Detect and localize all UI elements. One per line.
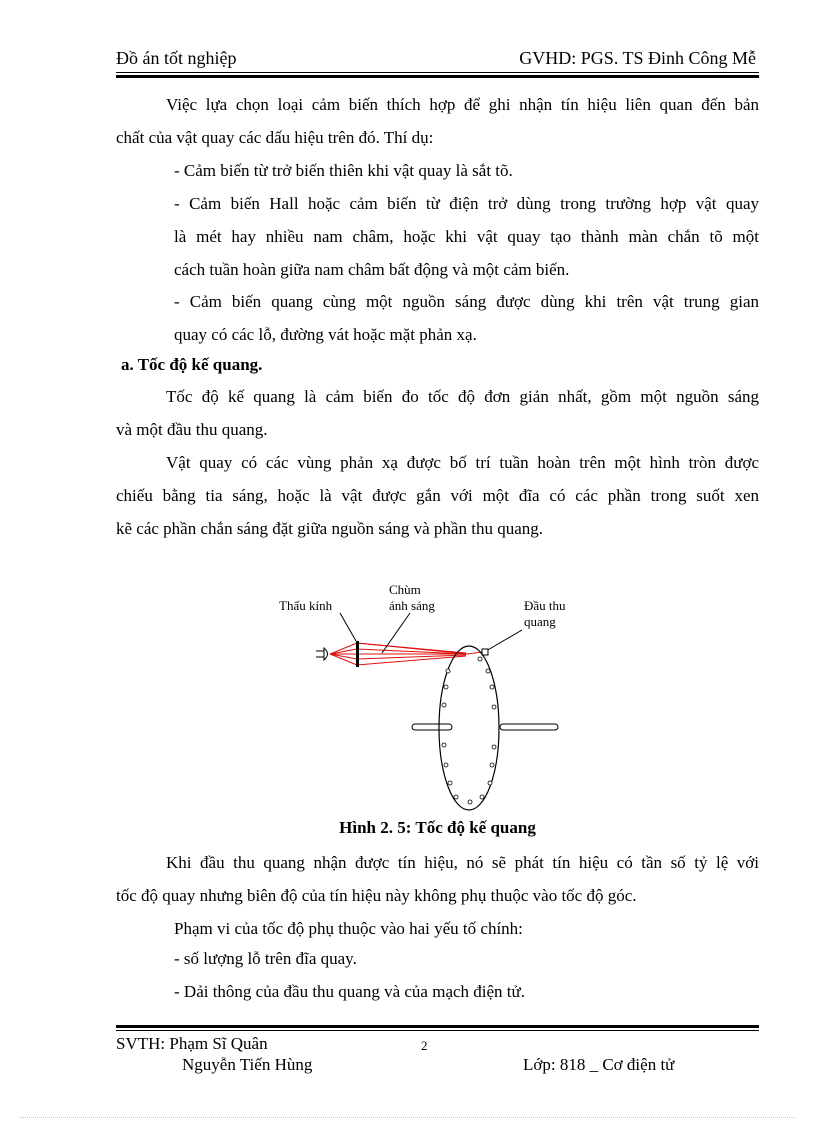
text-line: chất của vật quay các dấu hiệu trên đó. Thí dụ: — [116, 128, 434, 147]
text-line: Việc lựa chọn loại cảm biến thích hợp để ghi nhận tín hiệu liên quan đến bản — [166, 95, 759, 114]
figure-caption: Hình 2. 5: Tốc độ kế quang — [339, 818, 536, 837]
bullet-ferromagnetic — [174, 154, 759, 187]
text-line: Vật quay có các vùng phản xạ được bố trí tuần hoàn trên một hình tròn được — [166, 453, 759, 472]
item-bandwidth — [174, 975, 759, 1008]
lens-icon — [356, 641, 359, 667]
paragraph-after-2 — [174, 912, 759, 945]
paragraph-after-1 — [116, 846, 759, 912]
text-line: cách tuần hoàn giữa nam châm bất động và một cảm biến. — [174, 260, 570, 279]
disc-holes — [442, 657, 496, 804]
intro-paragraph — [116, 88, 759, 154]
page-number: 2 — [421, 1038, 428, 1053]
shaft — [412, 724, 558, 730]
footer-name-2: Nguyễn Tiến Hùng — [182, 1055, 313, 1074]
item-hole-count — [174, 942, 759, 975]
paragraph-a1 — [116, 380, 759, 446]
text-line: Tốc độ kế quang là cảm biến đo tốc độ đơn giản nhất, gồm một nguồn sáng — [166, 387, 759, 406]
footer-rule-thick — [116, 1025, 759, 1028]
label-receiver — [524, 598, 566, 630]
text-line: tốc độ quay nhưng biên độ của tín hiệu này không phụ thuộc vào tốc độ góc. — [116, 886, 637, 905]
text-line: quay có các lỗ, đường vát hoặc mặt phản xạ. — [174, 325, 477, 344]
page-edge-line — [20, 1117, 796, 1118]
text-line: Khi đầu thu quang nhận được tín hiệu, nó sẽ phát tín hiệu có tần số tỷ lệ với — [166, 853, 759, 872]
label-line: ánh sáng — [389, 598, 435, 613]
label-line: Đầu thu — [524, 598, 566, 613]
light-source-icon — [316, 648, 328, 660]
text-line: - số lượng lỗ trên đĩa quay. — [174, 949, 357, 968]
text-line: và một đầu thu quang. — [116, 420, 268, 439]
header-advisor: GVHD: PGS. TS Đinh Công Mễ — [519, 48, 756, 68]
text-line: Phạm vi của tốc độ phụ thuộc vào hai yếu tố chính: — [174, 919, 523, 938]
label-line: Chùm — [389, 582, 421, 597]
bullet-hall — [174, 187, 759, 286]
text-line: là mét hay nhiều nam châm, hoặc khi vật quay tạo thành màn chắn tõ một — [174, 227, 759, 246]
text-line: - Cảm biến quang cùng một nguồn sáng được dùng khi trên vật trung gian — [174, 292, 759, 311]
footer-rule — [116, 1030, 759, 1031]
label-line: quang — [524, 614, 556, 629]
paragraph-a2 — [116, 446, 759, 545]
text-line: - Dải thông của đầu thu quang và của mạch điện tử. — [174, 982, 525, 1001]
header-rule-thick — [116, 75, 759, 78]
label-lens: Thấu kính — [279, 598, 333, 613]
light-beam — [330, 643, 482, 665]
text-line: - Cảm biến từ trở biến thiên khi vật quay là sắt tõ. — [174, 161, 513, 180]
bullet-optical — [174, 285, 759, 351]
text-line: chiếu bằng tia sáng, hoặc là vật được gắn với một đĩa có các phần trong suốt xen — [116, 486, 759, 505]
text-line: kẽ các phần chắn sáng đặt giữa nguồn sáng và phần thu quang. — [116, 519, 544, 538]
header-rule — [116, 72, 759, 73]
leader-receiver — [486, 630, 522, 651]
header-title: Đồ án tốt nghiệp — [116, 48, 237, 68]
leader-lens — [340, 613, 356, 641]
footer-class: Lớp: 818 _ Cơ điện tử — [523, 1055, 675, 1074]
text-line: - Cảm biến Hall hoặc cảm biến từ điện trở dùng trong trường hợp vật quay — [174, 194, 759, 213]
section-heading: a. Tốc độ kế quang. — [121, 355, 263, 374]
label-beam — [389, 582, 435, 614]
footer-svth: SVTH: Phạm Sĩ Quân — [116, 1034, 268, 1053]
